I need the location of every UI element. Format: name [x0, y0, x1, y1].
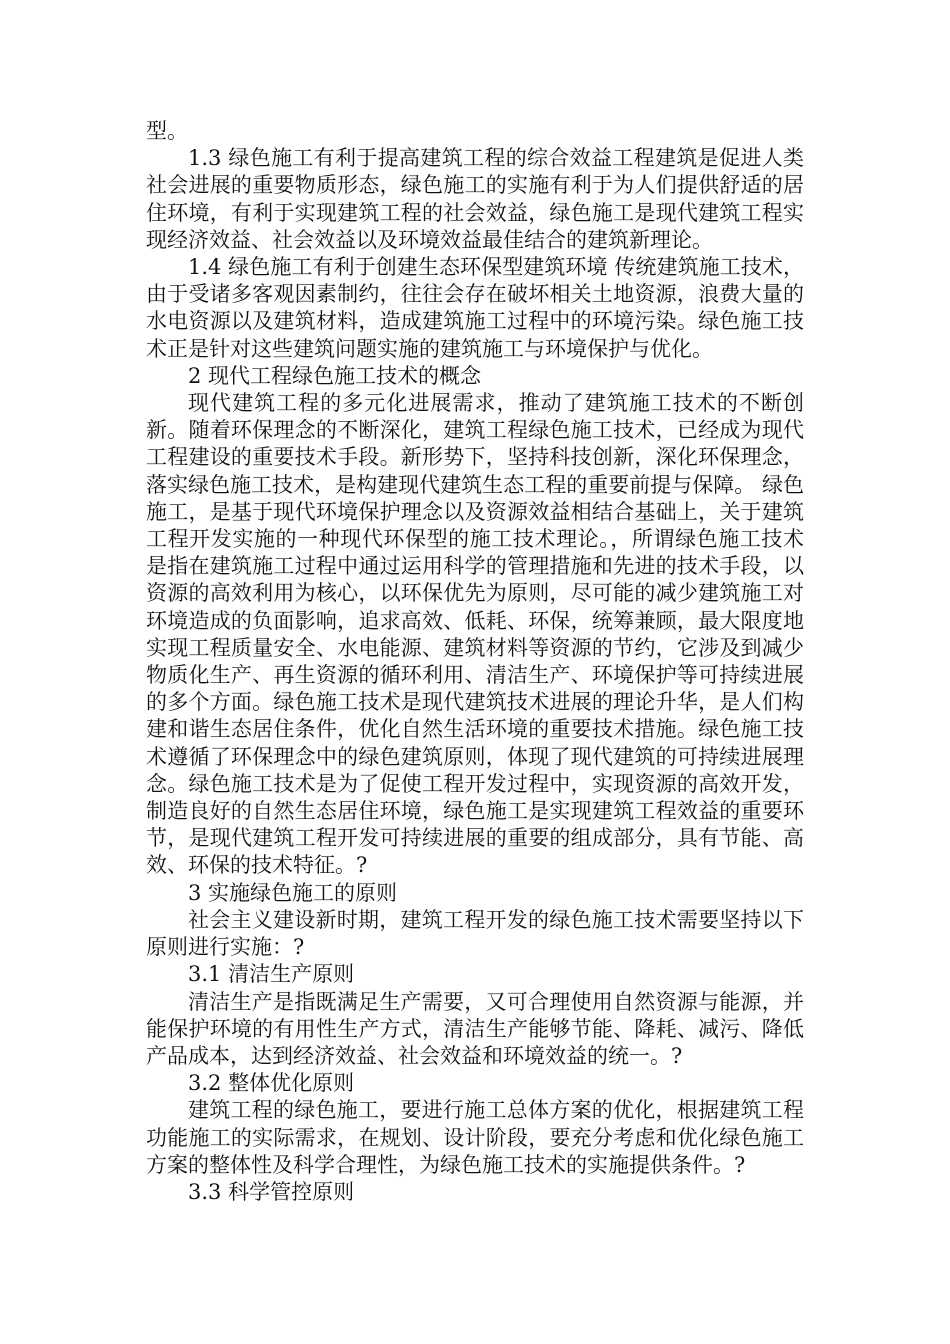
paragraph-overall-optimization: 建筑工程的绿色施工，要进行施工总体方案的优化，根据建筑工程功能施工的实际需求，在规划、设计阶段，要充分考虑和优化绿色施工方案的整体性及科学合理性，为绿色施工技术的实施提供条件。?	[146, 1098, 804, 1177]
paragraph-principles-intro: 社会主义建设新时期，建筑工程开发的绿色施工技术需要坚持以下原则进行实施：?	[146, 907, 804, 960]
paragraph-clean-production: 清洁生产是指既满足生产需要，又可合理使用自然资源与能源，并能保护环境的有用性生产方式，清洁生产能够节能、降耗、减污、降低产品成本，达到经济效益、社会效益和环境效益的统一。?	[146, 989, 804, 1068]
section-heading-2: 2 现代工程绿色施工技术的概念	[188, 363, 482, 388]
paragraph-continuation: 型。	[146, 119, 188, 143]
paragraph-1-3: 1.3 绿色施工有利于提高建筑工程的综合效益工程建筑是促进人类社会进展的重要物质形态，绿色施工的实施有利于为人们提供舒适的居住环境，有利于实现建筑工程的社会效益，绿色施工是现代建筑工程实现经济效益、社会效益以及环境效益最佳结合的建筑新理论。	[146, 146, 804, 252]
subheading-3-2: 3.2 整体优化原则	[188, 1071, 355, 1096]
section-heading-3: 3 实施绿色施工的原则	[188, 880, 398, 905]
document-page	[146, 118, 804, 1206]
subheading-3-3: 3.3 科学管控原则	[188, 1179, 355, 1204]
paragraph-1-4: 1.4 绿色施工有利于创建生态环保型建筑环境 传统建筑施工技术，由于受诸多客观因素制约，往往会存在破坏相关土地资源，浪费大量的水电资源以及建筑材料，造成建筑施工过程中的环境污染。绿色施工技术正是针对这些建筑问题实施的建筑施工与环境保护与优化。	[146, 255, 804, 361]
subheading-3-1: 3.1 清洁生产原则	[188, 962, 355, 987]
paragraph-concept: 现代建筑工程的多元化进展需求，推动了建筑施工技术的不断创新。随着环保理念的不断深化，建筑工程绿色施工技术，已经成为现代工程建设的重要技术手段。新形势下，坚持科技创新，深化环保理念，落实绿色施工技术，是构建现代建筑生态工程的重要前提与保障。 绿色施工，是基于现代环境保护理念以及资源效益相结合基础上，关于建筑工程开发实施的一种现代环保型的施工技术理论。，所谓绿色施工技术是指在建筑施工过程中通过运用科学的管理措施和先进的技术手段，以资源的高效利用为核心，以环保优先为原则，尽可能的减少建筑施工对环境造成的负面影响，追求高效、低耗、环保，统筹兼顾，最大限度地实现工程质量安全、水电能源、建筑材料等资源的节约，它涉及到减少物质化生产、再生资源的循环利用、清洁生产、环境保护等可持续进展的多个方面。绿色施工技术是现代建筑技术进展的理论升华，是人们构建和谐生态居住条件，优化自然生活环境的重要技术措施。绿色施工技术遵循了环保理念中的绿色建筑原则，体现了现代建筑的可持续进展理念。绿色施工技术是为了促使工程开发过程中，实现资源的高效开发，制造良好的自然生态居住环境，绿色施工是实现建筑工程效益的重要环节，是现代建筑工程开发可持续进展的重要的组成部分，具有节能、高效、环保的技术特征。?	[146, 391, 804, 878]
